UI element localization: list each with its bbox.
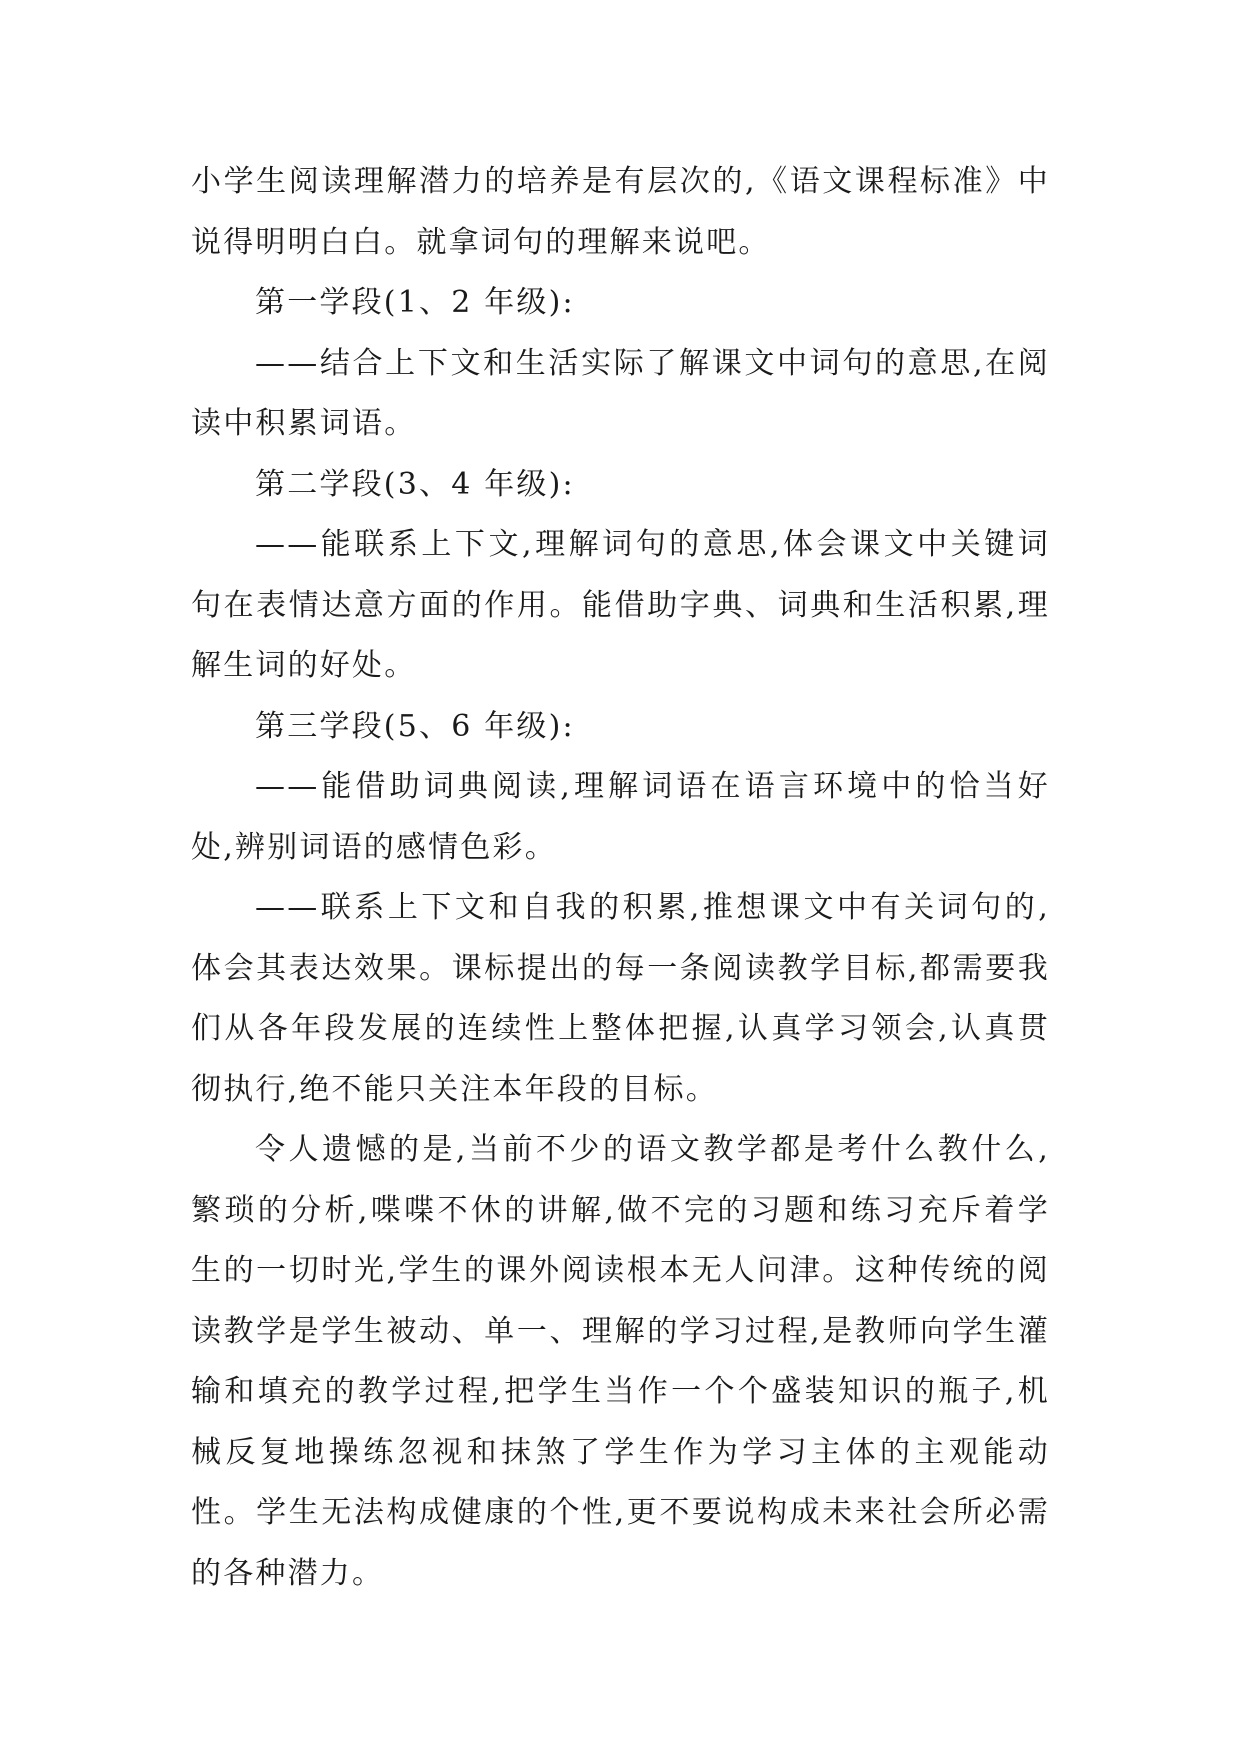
paragraph-stage-3-goal-2: ——联系上下文和自我的积累,推想课文中有关词句的,体会其表达效果。课标提出的每一条阅读教学目标,都需要我们从各年段发展的连续性上整体把握,认真学习领会,认真贯彻执行,绝不能只关注本年段的目标。 [191, 890, 1050, 1107]
paragraph-stage-3-heading: 第三学段(5、6 年级): [255, 708, 575, 744]
paragraph-stage-3-goal-1: ——能借助词典阅读,理解词语在语言环境中的恰当好处,辨别词语的感情色彩。 [191, 769, 1050, 865]
paragraph-intro: 小学生阅读理解潜力的培养是有层次的,《语文课程标准》中说得明明白白。就拿词句的理解来说吧。 [191, 164, 1050, 260]
document-body [191, 152, 1050, 1604]
paragraph-stage-1-heading: 第一学段(1、2 年级): [255, 285, 575, 320]
paragraph-stage-1-goal: ——结合上下文和生活实际了解课文中词句的意思,在阅读中积累词语。 [191, 345, 1050, 441]
paragraph-stage-2-heading: 第二学段(3、4 年级): [255, 466, 575, 502]
paragraph-critique: 令人遗憾的是,当前不少的语文教学都是考什么教什么,繁琐的分析,喋喋不休的讲解,做不完的习题和练习充斥着学生的一切时光,学生的课外阅读根本无人问津。这种传统的阅读教学是学生被动、单一、理解的学习过程,是教师向学生灌输和填充的教学过程,把学生当作一个个盛装知识的瓶子,机械反复地操练忽视和抹煞了学生作为学习主体的主观能动性。学生无法构成健康的个性,更不要说构成未来社会所必需的各种潜力。 [191, 1132, 1050, 1591]
paragraph-stage-2-goal: ——能联系上下文,理解词句的意思,体会课文中关键词句在表情达意方面的作用。能借助字典、词典和生活积累,理解生词的好处。 [191, 527, 1050, 683]
